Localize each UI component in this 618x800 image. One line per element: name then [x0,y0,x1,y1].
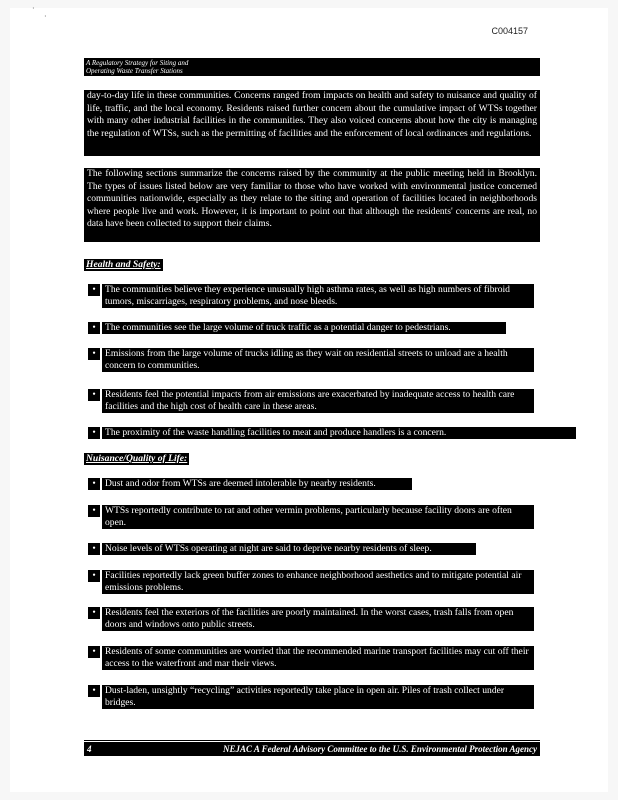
footer-rule [84,740,540,741]
bullet-icon: • [88,427,100,439]
list-item-text: Dust and odor from WTSs are deemed intolerable by nearby residents. [102,478,412,490]
list-item-text: Facilities reportedly lack green buffer zones to enhance neighborhood aesthetics and to mitigate potential air emissions problems. [102,570,534,594]
list-item-text: Emissions from the large volume of trucks idling as they wait on residential streets to unload are a health concern to communities. [102,348,534,372]
footer-title: NEJAC A Federal Advisory Committee to the U.S. Environmental Protection Agency [222,744,537,754]
running-footer [84,742,540,756]
list-item-text: The proximity of the waste handling facilities to meat and produce handlers is a concern. [102,427,576,439]
bullet-icon: • [88,284,100,296]
bullet-icon: • [88,389,100,401]
list-item-text: The communities see the large volume of truck traffic as a potential danger to pedestrians. [102,322,506,334]
header-line-1: A Regulatory Strategy for Siting and [86,59,189,67]
bullet-icon: • [88,570,100,582]
running-header [84,58,540,76]
list-item-text: Residents of some communities are worried that the recommended marine transport facilities may cut off their access to the waterfront and mar their views. [102,646,534,670]
list-item-text: The communities believe they experience unusually high asthma rates, as well as high numbers of fibroid tumors, miscarriages, respiratory problems, and nose bleeds. [102,284,534,308]
section-heading-health-safety: Health and Safety: [86,259,161,270]
header-line-2: Operating Waste Transfer Stations [86,67,183,75]
intro-paragraph: day-to-day life in these communities. Concerns ranged from impacts on health and safety to nuisance and quality of life, traffic, and the local economy. Residents raised further concern about the cumulative impact of WTSs together with many other industrial facilities in the communities. They also voiced concerns about how the city is managing the regulation of WTSs, such as the permitting of facilities and the enforcement of local ordinances and regulations. [84,90,540,156]
scan-speck: · [44,12,47,21]
list-item-text: Noise levels of WTSs operating at night are said to deprive nearby residents of sleep. [102,543,476,555]
bullet-icon: • [88,322,100,334]
summary-paragraph: The following sections summarize the concerns raised by the community at the public meeting held in Brooklyn. The types of issues listed below are very familiar to those who have worked with environmental justice concerned communities nationwide, especially as they relate to the siting and operation of facilities located in neighborhoods where people live and work. However, it is important to point out that although the residents' concerns are real, no data have been collected to support their claims. [84,168,540,242]
page-number: 4 [87,744,92,754]
bullet-icon: • [88,348,100,360]
list-item-text: WTSs reportedly contribute to rat and other vermin problems, particularly because facility doors are often open. [102,505,534,529]
bullet-icon: • [88,607,100,619]
bullet-icon: • [88,543,100,555]
document-id: C004157 [491,26,528,36]
section-heading-nuisance-quality-of-life: Nuisance/Quality of Life: [86,453,188,464]
scan-speck: · [32,4,35,13]
list-item-text: Residents feel the exteriors of the facilities are poorly maintained. In the worst cases, trash falls from open doors and windows onto public streets. [102,607,534,631]
bullet-icon: • [88,505,100,517]
list-item-text: Residents feel the potential impacts from air emissions are exacerbated by inadequate access to health care facilities and the high cost of health care in these areas. [102,389,534,413]
bullet-icon: • [88,685,100,697]
bullet-icon: • [88,478,100,490]
bullet-icon: • [88,646,100,658]
list-item-text: Dust-laden, unsightly “recycling” activities reportedly take place in open air. Piles of trash collect under bridges. [102,685,534,709]
